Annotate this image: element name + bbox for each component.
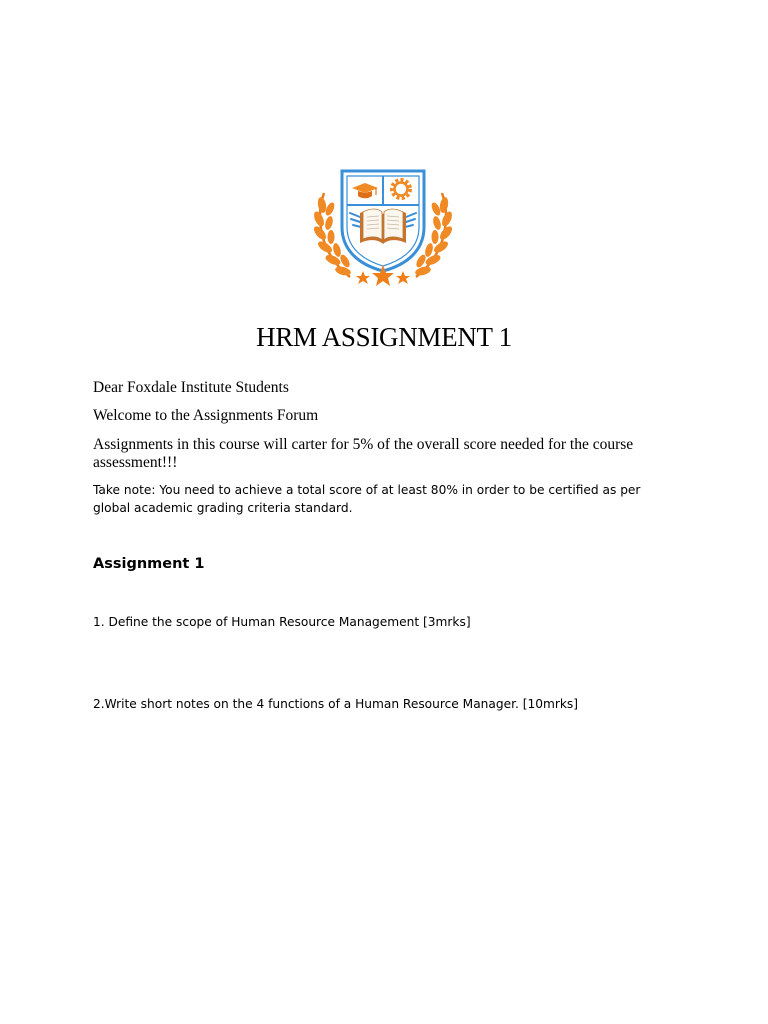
section-heading: Assignment 1 [93, 556, 205, 572]
document-title: HRM ASSIGNMENT 1 [256, 322, 512, 352]
question-1: 1. Define the scope of Human Resource Management [3mrks] [93, 615, 471, 629]
institute-crest-icon [310, 165, 456, 289]
stars-icon [356, 265, 410, 286]
greeting-text: Dear Foxdale Institute Students [93, 379, 289, 396]
score-note-text: Assignments in this course will carter for 5% of the overall score needed for the course assessment!!! [93, 436, 634, 471]
question-2: 2.Write short notes on the 4 functions of a Human Resource Manager. [10mrks] [93, 697, 579, 711]
take-note-text: Take note: You need to achieve a total score of at least 80% in order to be certified as per global academic grading criteria standard. [93, 483, 641, 515]
open-book-icon [360, 209, 406, 244]
welcome-text: Welcome to the Assignments Forum [93, 407, 319, 424]
